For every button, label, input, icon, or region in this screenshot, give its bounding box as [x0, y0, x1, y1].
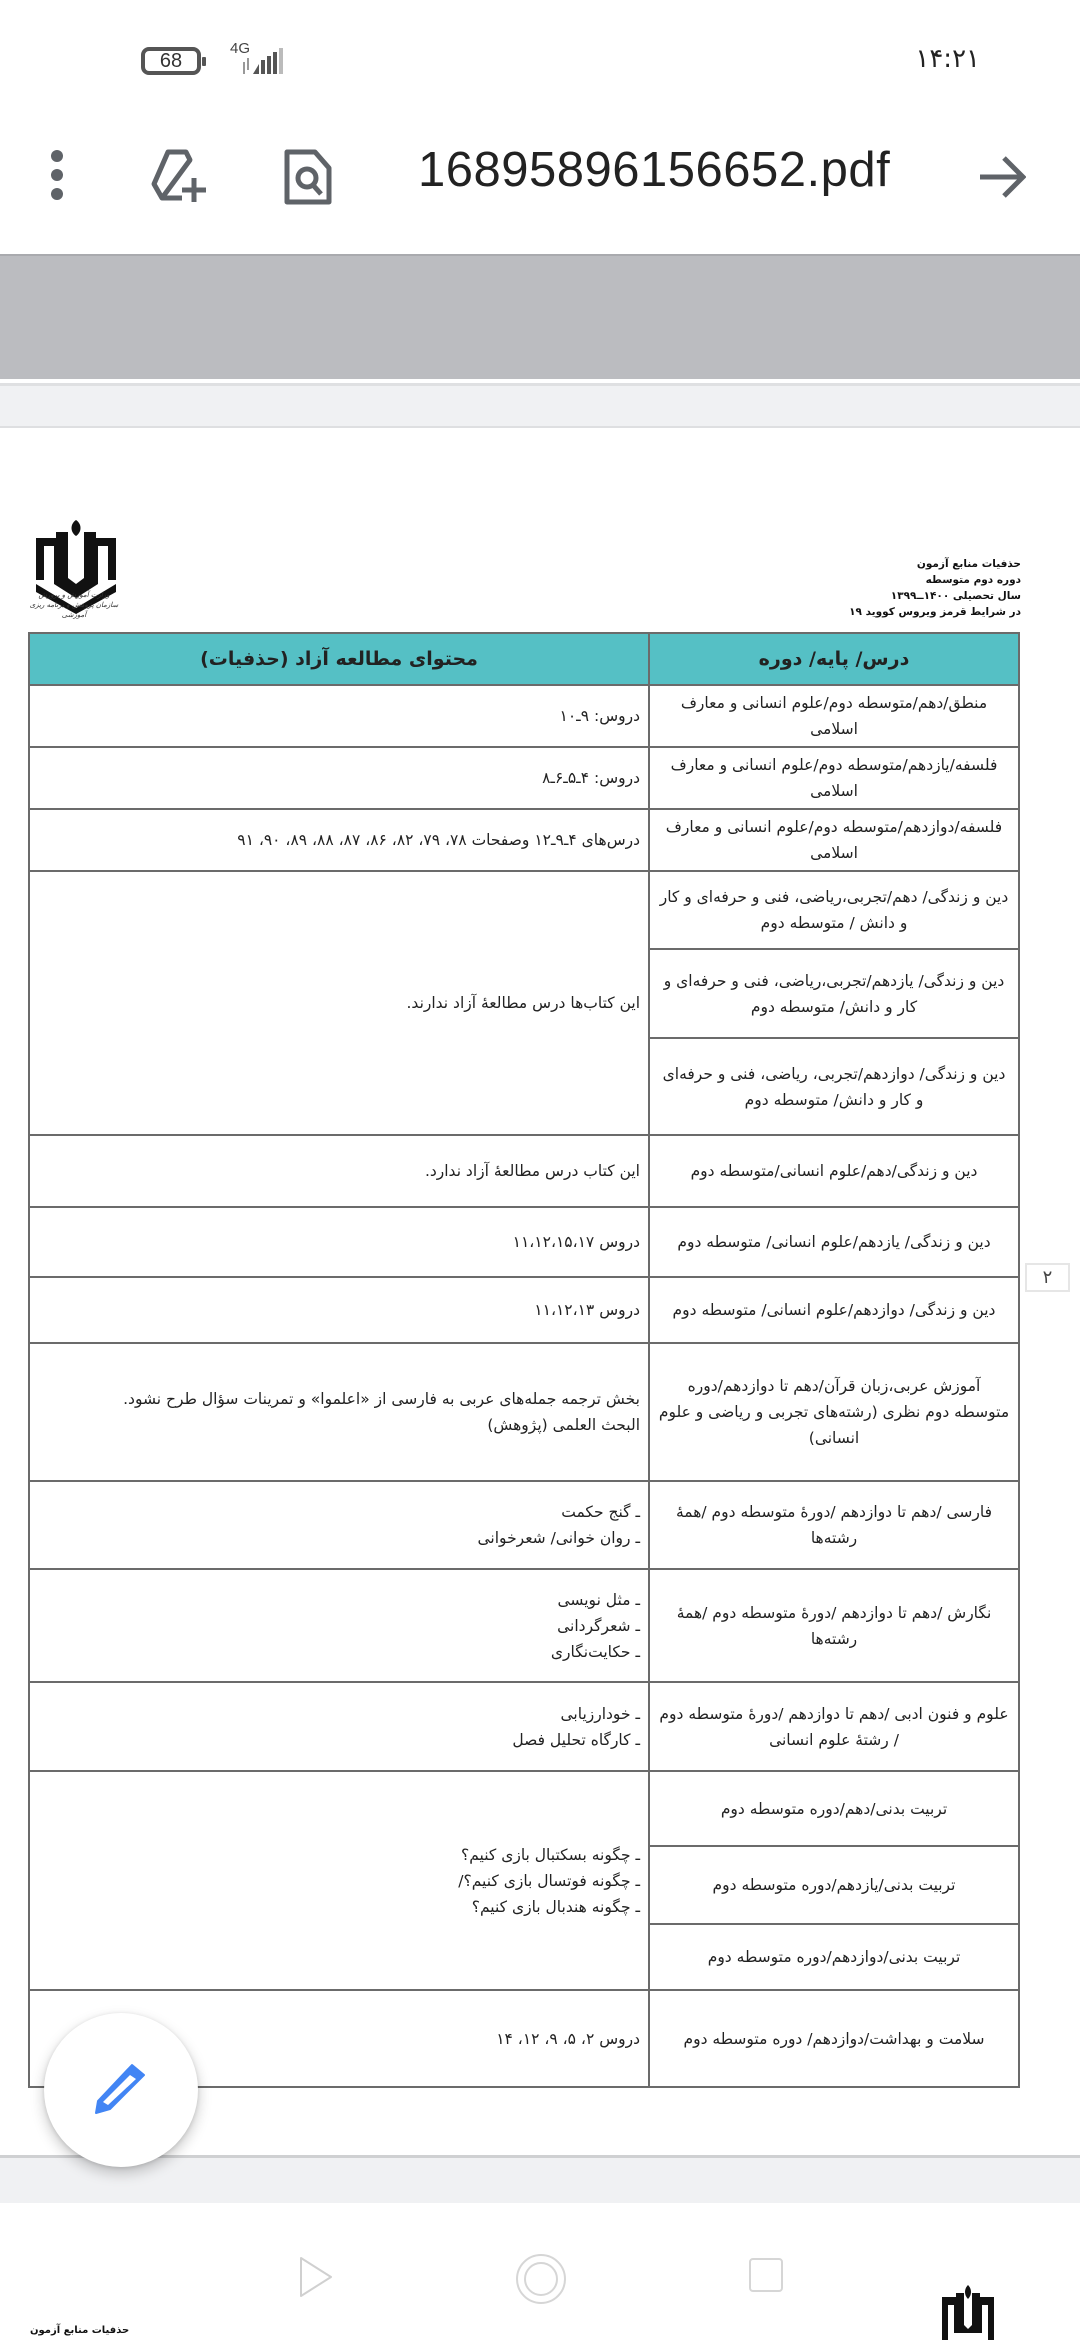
content-cell: دروس: ۴ـ۵ـ۶ـ۸ [29, 747, 649, 809]
table-row [29, 747, 1019, 809]
table-row [29, 1771, 1019, 1846]
table-row [29, 1277, 1019, 1343]
course-cell: دین و زندگی/دهم/علوم انسانی/متوسطه دوم [649, 1135, 1019, 1207]
content-line: ـ روان خوانی/ شعرخوانی [477, 1529, 640, 1547]
pencil-icon [92, 2061, 148, 2117]
course-cell: نگارش /دهم تا دوازدهم /دورهٔ متوسطه دوم /همهٔ رشته‌ها [649, 1569, 1019, 1682]
table-row [29, 871, 1019, 949]
content-cell: دروس: ۹ـ۱۰ [29, 685, 649, 747]
table-row [29, 1481, 1019, 1569]
deletions-table [28, 632, 1020, 2088]
course-cell: دین و زندگی/ دوازدهم/تجربی، ریاضی، فنی و حرفه‌ای و کار و دانش/ متوسطه دوم [649, 1038, 1019, 1135]
content-cell: دروس ۲، ۵، ۹، ۱۲، ۱۴ [29, 1990, 649, 2087]
table-row [29, 1569, 1019, 1682]
course-cell: دین و زندگی/ دهم/تجربی،ریاضی، فنی و حرفه‌ای و کار و دانش / متوسطه دوم [649, 871, 1019, 949]
course-cell: سلامت و بهداشت/دوازدهم/ دوره متوسطه دوم [649, 1990, 1019, 2087]
more-vert-icon[interactable] [50, 150, 64, 200]
content-line: ـ حکایت‌نگاری [550, 1642, 640, 1661]
table-row [29, 1207, 1019, 1277]
content-cell [29, 1343, 649, 1481]
table-header-row [29, 633, 1019, 685]
content-cell [29, 1682, 649, 1771]
page-gap [0, 383, 1080, 428]
header-course: درس/ پایه/ دوره [649, 633, 1019, 685]
content-cell: دروس ۱۱،۱۲،۱۳ [29, 1277, 649, 1343]
course-cell: منطق/دهم/متوسطه دوم/علوم انسانی و معارف اسلامی [649, 685, 1019, 747]
content-line: ـ چگونه بسکتبال بازی کنیم؟ [461, 1845, 640, 1864]
nav-back-icon[interactable] [299, 2256, 335, 2298]
course-cell: دین و زندگی/ یازدهم/تجربی،ریاضی، فنی و حرفه‌ای و کار و دانش/ متوسطه دوم [649, 949, 1019, 1038]
content-line: ـ مثل نویسی [557, 1590, 640, 1609]
next-page-header: حذفیات منابع آزمون [30, 2325, 130, 2336]
course-cell: فلسفه/دوازدهم/متوسطه دوم/علوم انسانی و معارف اسلامی [649, 809, 1019, 871]
course-cell: تربیت بدنی/یازدهم/دوره متوسطه دوم [649, 1846, 1019, 1924]
content-line: ـ گنج حکمت [561, 1503, 640, 1521]
content-line: بخش ترجمه جمله‌های عربی به فارسی از «اعلموا» و تمرینات سؤال طرح نشود. [123, 1390, 640, 1408]
ministry-logo-icon [938, 2285, 998, 2340]
network-type: 4G [230, 40, 251, 57]
course-cell: فارسی /دهم تا دوازدهم /دورهٔ متوسطه دوم /همهٔ رشته‌ها [649, 1481, 1019, 1569]
document-title: 16895896156652.pdf [418, 143, 891, 197]
page-number: ۲ [1025, 1263, 1070, 1292]
table-row [29, 809, 1019, 871]
nav-home-icon[interactable] [515, 2253, 567, 2305]
content-line: ـ کارگاه تحلیل فصل [512, 1730, 640, 1749]
logo-caption [22, 590, 126, 620]
header-line: حذفیات منابع آزمون [916, 558, 1021, 570]
search-bar-area [0, 254, 1080, 379]
content-cell: درس‌های ۴ـ۹ـ۱۲ وصفحات ۷۸، ۷۹، ۸۲، ۸۶، ۸۷، ۸۸، ۸۹، ۹۰، ۹۱ [29, 809, 649, 871]
logo-caption-line: وزارت آموزش و پرورش [38, 591, 110, 599]
course-cell: تربیت بدنی/دهم/دوره متوسطه دوم [649, 1771, 1019, 1846]
course-cell: تربیت بدنی/دوازدهم/دوره متوسطه دوم [649, 1924, 1019, 1990]
edit-fab-button[interactable] [44, 2013, 198, 2167]
content-line: ـ شعرگردانی [557, 1616, 640, 1635]
arrow-forward-icon[interactable] [978, 155, 1026, 199]
content-cell: این کتاب درس مطالعهٔ آزاد ندارد. [29, 1135, 649, 1207]
document-header [849, 556, 1021, 620]
content-cell: دروس ۱۱،۱۲،۱۵،۱۷ [29, 1207, 649, 1277]
course-cell: دین و زندگی/ دوازدهم/علوم انسانی/ متوسطه دوم [649, 1277, 1019, 1343]
content-cell [29, 1771, 649, 1990]
table-row [29, 1682, 1019, 1771]
signal-icon [243, 48, 288, 76]
table-row [29, 1135, 1019, 1207]
course-cell: دین و زندگی/ یازدهم/علوم انسانی/ متوسطه دوم [649, 1207, 1019, 1277]
nav-recents-icon[interactable] [748, 2257, 784, 2293]
table-row [29, 1343, 1019, 1481]
content-line: ـ چگونه هندبال بازی کنیم؟ [471, 1897, 640, 1916]
header-content: محتوای مطالعه آزاد (حذفیات) [29, 633, 649, 685]
header-line: سال تحصیلی ۱۴۰۰ــ۱۳۹۹ [890, 590, 1021, 602]
course-cell: فلسفه/یازدهم/متوسطه دوم/علوم انسانی و معارف اسلامی [649, 747, 1019, 809]
find-in-file-icon[interactable] [283, 148, 333, 206]
clock: ۱۴:۲۱ [915, 44, 980, 74]
course-cell: آموزش عربی،زبان قرآن/دهم تا دوازدهم/دوره متوسطه دوم نظری (رشته‌های تجربی و ریاضی و علوم انسانی) [649, 1343, 1019, 1481]
content-cell: این کتاب‌ها درس مطالعهٔ آزاد ندارند. [29, 871, 649, 1135]
page-gap [0, 2155, 1080, 2203]
content-cell [29, 1569, 649, 1682]
battery-indicator: 68 [141, 47, 201, 75]
header-line: در شرایط قرمز ویروس کووید ۱۹ [849, 606, 1021, 618]
table-row [29, 685, 1019, 747]
content-line: ـ چگونه فوتسال بازی کنیم؟/ [458, 1871, 640, 1890]
content-cell [29, 1481, 649, 1569]
header-line: دوره دوم متوسطه [925, 574, 1021, 586]
course-cell: علوم و فنون ادبی /دهم تا دوازدهم /دورهٔ متوسطه دوم / رشتهٔ علوم انسانی [649, 1682, 1019, 1771]
content-line: ـ خودارزیابی [560, 1704, 640, 1723]
logo-caption-line: سازمان پژوهش و برنامه ریزی آموزشی [29, 601, 119, 619]
content-line: البحث العلمی (پژوهش) [487, 1416, 640, 1434]
drive-add-icon[interactable] [146, 148, 210, 204]
